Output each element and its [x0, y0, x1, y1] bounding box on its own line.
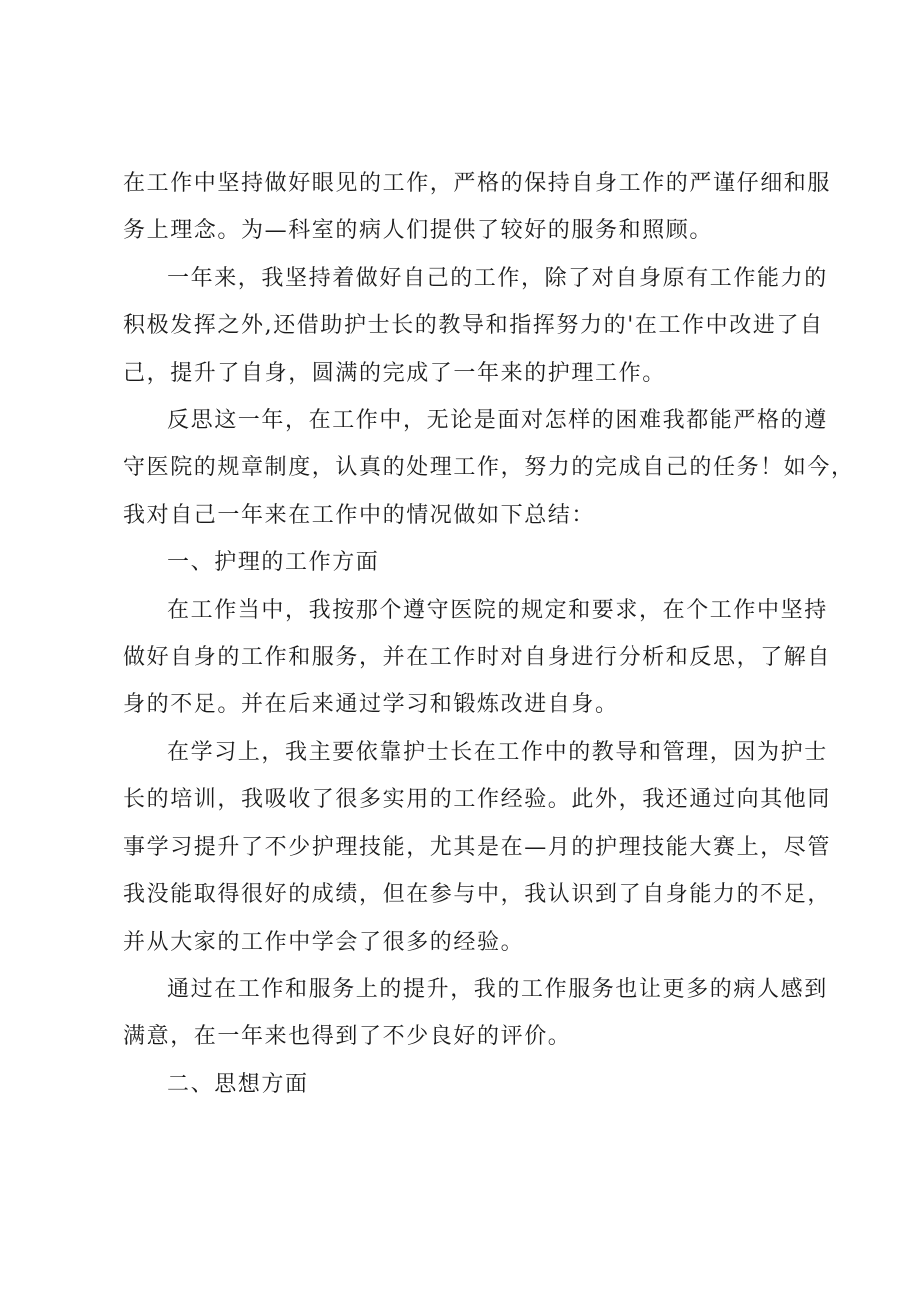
paragraph-2	[123, 255, 828, 397]
text-line: 我没能取得很好的成绩，但在参与中，我认识到了自身能力的不足，	[123, 882, 832, 908]
text-line: 满意，在一年来也得到了不少良好的评价。	[123, 1024, 572, 1050]
text-line: 积极发挥之外,还借助护士长的教导和指挥努力的'在工作中改进了自	[123, 313, 824, 339]
section-heading-nursing-work	[123, 539, 823, 586]
text-line: 在学习上，我主要依靠护士长在工作中的教导和管理，因为护士	[167, 739, 828, 765]
text-line: 务上理念。为—科室的病人们提供了较好的服务和照顾。	[123, 218, 714, 244]
text-line: 一年来，我坚持着做好自己的工作，除了对自身原有工作能力的	[167, 265, 828, 291]
text-line: 身的不足。并在后来通过学习和锻炼改进自身。	[123, 692, 619, 718]
text-line: 己，提升了自身，圆满的完成了一年来的护理工作。	[123, 360, 666, 386]
text-line: 事学习提升了不少护理技能，尤其是在—月的护理技能大赛上，尽管	[123, 834, 832, 860]
text-line: 长的培训，我吸收了很多实用的工作经验。此外，我还通过向其他同	[123, 787, 832, 813]
document-body	[123, 160, 855, 1108]
text-line: 反思这一年，在工作中，无论是面对怎样的困难我都能严格的遵	[167, 408, 828, 434]
paragraph-6	[123, 966, 828, 1061]
paragraph-1	[123, 160, 832, 255]
text-line: 一、护理的工作方面	[167, 550, 380, 576]
section-heading-thinking	[123, 1061, 823, 1108]
paragraph-3	[123, 397, 855, 539]
text-line: 二、思想方面	[167, 1071, 309, 1097]
text-line: 在工作中坚持做好眼见的工作，严格的保持自身工作的严谨仔细和服	[123, 171, 832, 196]
paragraph-5	[123, 729, 832, 966]
text-line: 并从大家的工作中学会了很多的经验。	[123, 929, 525, 955]
paragraph-4	[123, 587, 832, 729]
text-line: 我对自己一年来在工作中的情况做如下总结：	[123, 502, 596, 528]
text-line: 通过在工作和服务上的提升，我的工作服务也让更多的病人感到	[167, 976, 828, 1002]
text-line: 做好自身的工作和服务，并在工作时对自身进行分析和反思，了解自	[123, 645, 832, 671]
text-line: 在工作当中，我按那个遵守医院的规定和要求，在个工作中坚持	[167, 597, 828, 623]
text-line: 守医院的规章制度，认真的处理工作，努力的完成自己的任务！如今，	[123, 455, 855, 481]
